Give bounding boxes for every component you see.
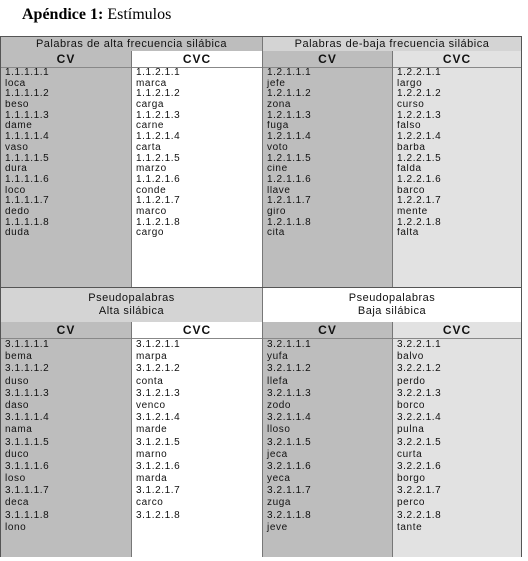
stimulus-word: borco — [397, 399, 426, 411]
stimulus-code: 1.2.2.1.8 — [397, 217, 442, 228]
top-col-cvc-low — [393, 51, 521, 287]
stimulus-word: carga — [136, 100, 165, 111]
stimulus-word: mente — [397, 206, 428, 217]
stimulus-code: 3.2.2.1.7 — [397, 485, 442, 497]
stimulus-code: 3.1.1.1.3 — [5, 387, 50, 399]
stimulus-code: 1.1.1.1.2 — [5, 89, 50, 100]
stimulus-code: 3.2.1.1.1 — [267, 339, 312, 350]
stimulus-word: conta — [136, 375, 164, 387]
top-columns — [1, 51, 521, 287]
stimulus-code: 1.2.1.1.6 — [267, 174, 312, 185]
stimulus-code: 1.2.1.1.5 — [267, 153, 312, 164]
stimulus-code: 3.2.2.1.4 — [397, 412, 442, 424]
stimulus-word: borgo — [397, 473, 426, 485]
stimulus-code: 1.1.1.1.7 — [5, 196, 50, 207]
stimulus-word: marzo — [136, 164, 167, 175]
stimulus-code: 3.2.1.1.5 — [267, 436, 312, 448]
stimulus-code: 3.2.1.1.8 — [267, 509, 312, 521]
group-header-pseudo-low — [263, 288, 521, 322]
column-header: CV — [263, 322, 392, 339]
stimulus-code: 3.2.1.1.4 — [267, 412, 312, 424]
column-header: CV — [1, 51, 131, 68]
top-group-header-row — [1, 37, 521, 52]
stimulus-code: 3.1.1.1.1 — [5, 339, 50, 350]
stimulus-code: 1.1.1.1.3 — [5, 110, 50, 121]
stimulus-word: fuga — [267, 121, 289, 132]
stimulus-word: jeve — [267, 521, 288, 533]
group-header-low: Palabras de-baja frecuencia silábica — [263, 37, 521, 51]
stimulus-word: balvo — [397, 351, 424, 363]
stimulus-code: 1.1.1.1.5 — [5, 153, 50, 164]
stimulus-word: tante — [397, 521, 423, 533]
stimulus-code: 3.1.2.1.7 — [136, 485, 181, 497]
stimulus-code: 3.1.1.1.7 — [5, 485, 50, 497]
stimulus-code: 1.1.1.1.6 — [5, 174, 50, 185]
stimulus-word: marco — [136, 206, 167, 217]
stimulus-word: cine — [267, 164, 288, 175]
caption-text: Estímulos — [103, 6, 172, 23]
stimulus-code: 3.1.2.1.6 — [136, 460, 181, 472]
stimulus-code: 3.2.1.1.3 — [267, 387, 312, 399]
stimulus-code: 1.2.2.1.5 — [397, 153, 442, 164]
stimulus-word: giro — [267, 206, 287, 217]
stimulus-word: dura — [5, 164, 28, 175]
stimulus-code: 3.2.2.1.5 — [397, 436, 442, 448]
group-header-pseudo-high — [1, 288, 263, 322]
pseudowords-table — [0, 287, 522, 557]
stimulus-code: 1.2.2.1.4 — [397, 132, 442, 143]
stimulus-word: curta — [397, 448, 423, 460]
stimulus-word: dedo — [5, 206, 30, 217]
stimulus-word: perco — [397, 497, 426, 509]
stimulus-word: marno — [136, 448, 168, 460]
stimulus-code: 1.2.1.1.2 — [267, 89, 312, 100]
stimulus-word: zodo — [267, 399, 292, 411]
stimulus-word: jeca — [267, 448, 288, 460]
stimulus-code: 3.1.2.1.8 — [136, 509, 181, 521]
stimulus-code: 3.1.1.1.8 — [5, 509, 50, 521]
stimulus-code: 1.2.2.1.6 — [397, 174, 442, 185]
stimulus-word: yufa — [267, 351, 289, 363]
stimulus-code: 1.1.2.1.7 — [136, 196, 181, 207]
stimulus-code: 1.1.2.1.1 — [136, 68, 181, 78]
stimulus-word: pulna — [397, 424, 425, 436]
stimulus-word: vaso — [5, 142, 29, 153]
stimulus-word: falta — [397, 228, 419, 239]
stimulus-word: cita — [267, 228, 285, 239]
stimulus-word: deca — [5, 497, 30, 509]
stimulus-code: 1.2.2.1.1 — [397, 68, 442, 78]
column-header: CVC — [393, 322, 521, 339]
stimulus-code: 1.1.2.1.2 — [136, 89, 181, 100]
stimulus-code: 1.2.2.1.2 — [397, 89, 442, 100]
stimulus-code: 1.1.1.1.8 — [5, 217, 50, 228]
stimulus-code: 3.1.2.1.3 — [136, 387, 181, 399]
stimulus-code: 3.2.2.1.8 — [397, 509, 442, 521]
stimulus-code: 3.2.2.1.1 — [397, 339, 442, 350]
bottom-col-cv-high — [1, 322, 132, 557]
stimulus-code: 3.1.2.1.4 — [136, 412, 181, 424]
stimulus-word: loco — [5, 185, 26, 196]
bottom-columns — [1, 322, 521, 557]
group-header-subtitle: Alta silábica — [98, 305, 165, 317]
stimulus-word: zona — [267, 100, 292, 111]
stimulus-word: duda — [5, 228, 30, 239]
stimulus-word: carco — [136, 497, 164, 509]
stimulus-code: 3.2.1.1.7 — [267, 485, 312, 497]
high-low-frequency-words-table — [0, 36, 522, 287]
stimulus-code: 3.1.1.1.2 — [5, 363, 50, 375]
stimulus-word: zuga — [267, 497, 292, 509]
stimulus-code: 3.1.2.1.5 — [136, 436, 181, 448]
stimulus-code: 1.2.1.1.1 — [267, 68, 312, 78]
stimulus-word: loca — [5, 78, 26, 89]
top-col-cvc-high — [132, 51, 263, 287]
stimulus-word: curso — [397, 100, 425, 111]
stimulus-word: largo — [397, 78, 423, 89]
group-header-subtitle: Baja silábica — [357, 305, 427, 317]
stimulus-word: cargo — [136, 228, 165, 239]
stimulus-code: 3.1.1.1.6 — [5, 460, 50, 472]
stimulus-word: duso — [5, 375, 30, 387]
column-header: CV — [263, 51, 392, 68]
appendix-caption — [22, 6, 171, 24]
stimulus-code: 3.2.2.1.3 — [397, 387, 442, 399]
stimulus-word — [132, 522, 262, 534]
stimulus-code: 1.1.2.1.8 — [136, 217, 181, 228]
group-header-title: Pseudopalabras — [88, 292, 175, 304]
stimulus-word: marca — [136, 78, 167, 89]
stimulus-code: 1.2.1.1.8 — [267, 217, 312, 228]
stimulus-word: lono — [5, 521, 27, 533]
stimulus-word: falda — [397, 164, 422, 175]
stimulus-word: nama — [5, 424, 33, 436]
stimulus-code: 1.1.2.1.5 — [136, 153, 181, 164]
stimulus-word: voto — [267, 142, 289, 153]
stimulus-code: 1.1.1.1.4 — [5, 132, 50, 143]
top-col-cv-high — [1, 51, 132, 287]
column-header: CVC — [132, 322, 262, 339]
stimulus-code: 3.1.2.1.1 — [136, 339, 181, 350]
stimulus-code: 3.1.1.1.5 — [5, 436, 50, 448]
stimulus-code: 1.2.2.1.3 — [397, 110, 442, 121]
stimulus-code: 1.1.2.1.6 — [136, 174, 181, 185]
top-col-cv-low — [263, 51, 393, 287]
stimulus-word: marde — [136, 424, 168, 436]
stimulus-word: perdo — [397, 375, 426, 387]
stimulus-word: jefe — [267, 78, 286, 89]
stimulus-code: 1.2.1.1.4 — [267, 132, 312, 143]
stimulus-code: 3.2.1.1.2 — [267, 363, 312, 375]
bottom-col-cv-low — [263, 322, 393, 557]
stimulus-word: yeca — [267, 473, 291, 485]
stimulus-word: beso — [5, 100, 30, 111]
stimulus-word: loso — [5, 473, 26, 485]
stimulus-word: barba — [397, 142, 426, 153]
stimulus-code: 1.1.1.1.1 — [5, 68, 50, 78]
caption-label: Apéndice 1: — [22, 6, 104, 23]
stimulus-word: llefa — [267, 375, 289, 387]
stimulus-code: 3.1.2.1.2 — [136, 363, 181, 375]
stimulus-word: venco — [136, 399, 166, 411]
column-header: CV — [1, 322, 131, 339]
stimulus-code: 3.2.2.1.2 — [397, 363, 442, 375]
stimulus-word: daso — [5, 399, 30, 411]
bottom-col-cvc-low — [393, 322, 521, 557]
stimulus-word: conde — [136, 185, 167, 196]
stimulus-word: barco — [397, 185, 426, 196]
stimulus-word: lloso — [267, 424, 291, 436]
column-header: CVC — [132, 51, 262, 68]
stimulus-word: falso — [397, 121, 422, 132]
stimulus-word: bema — [5, 351, 33, 363]
stimulus-code: 1.1.2.1.3 — [136, 110, 181, 121]
stimulus-word: duco — [5, 448, 30, 460]
column-header: CVC — [393, 51, 521, 68]
stimulus-word: carta — [136, 142, 162, 153]
bottom-group-header-row — [1, 288, 521, 323]
stimulus-word: marda — [136, 473, 168, 485]
stimulus-word: carne — [136, 121, 165, 132]
stimulus-code: 1.2.1.1.3 — [267, 110, 312, 121]
bottom-col-cvc-high — [132, 322, 263, 557]
stimulus-word: marpa — [136, 351, 168, 363]
stimulus-word: llave — [267, 185, 291, 196]
stimulus-code: 1.1.2.1.4 — [136, 132, 181, 143]
group-header-high: Palabras de alta frecuencia silábica — [1, 37, 263, 51]
stimulus-word: dame — [5, 121, 33, 132]
group-header-title: Pseudopalabras — [348, 292, 436, 304]
stimulus-code: 1.2.1.1.7 — [267, 196, 312, 207]
stimulus-code: 3.1.1.1.4 — [5, 412, 50, 424]
stimulus-code: 3.2.1.1.6 — [267, 460, 312, 472]
stimulus-code: 1.2.2.1.7 — [397, 196, 442, 207]
stimulus-code: 3.2.2.1.6 — [397, 460, 442, 472]
